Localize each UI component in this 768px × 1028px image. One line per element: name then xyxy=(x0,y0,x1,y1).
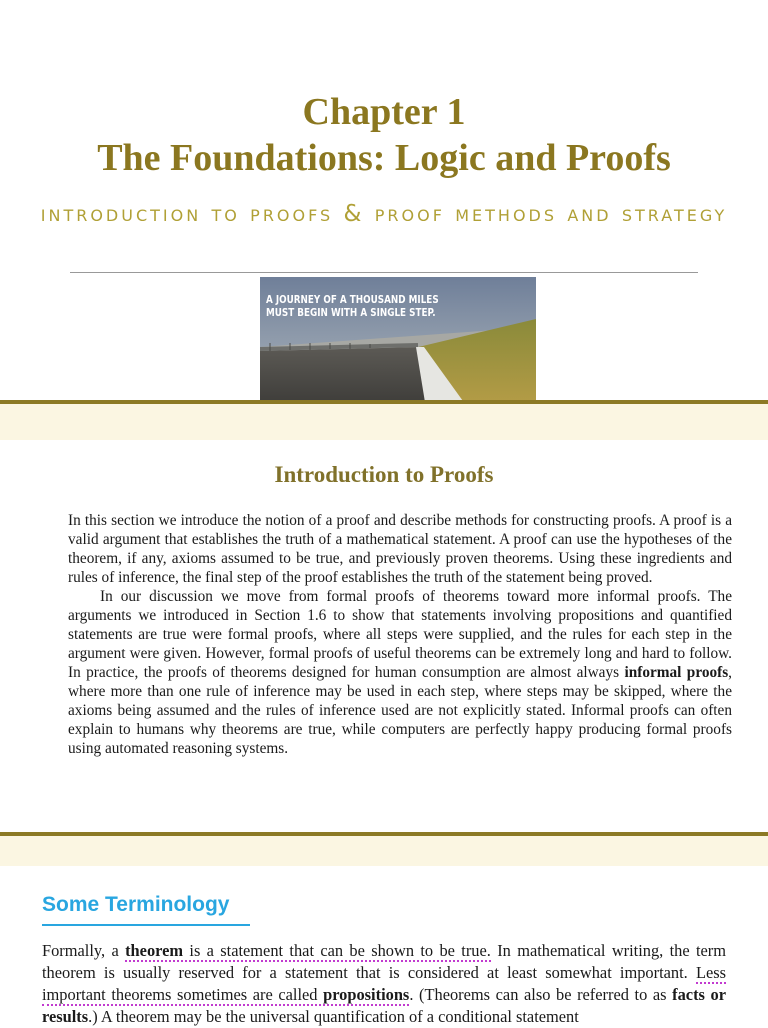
quote-line-2: MUST BEGIN WITH A SINGLE STEP. xyxy=(266,306,436,319)
terminology-paragraph xyxy=(42,940,726,1028)
quote-overlay xyxy=(266,293,439,319)
terminology-title: Some Terminology xyxy=(42,893,230,916)
paragraph-2-text-a: In our discussion we move from formal proofs of theorems toward more informal proofs. The arguments we introduced in Section 1.6 to show that statements involving propositions and quantified statements are true were formal proofs, where all steps were supplied, and the rules for each step in the argument were given. However, formal proofs of useful theorems can be extremely long and hard to follow. In practice, the proofs of theorems designed for human consumption are almost always xyxy=(68,588,732,681)
propositions-term: propositions xyxy=(323,985,410,1004)
chapter-subtitle: introduction to proofs & proof methods and strategy xyxy=(40,201,728,227)
propositions-lead-text: Less important theorems sometimes are called xyxy=(42,963,726,1004)
term-text: In mathematical writing, the term theorem is usually reserved for a statement that is considered at least somewhat important. xyxy=(42,941,726,982)
theorem-term: theorem xyxy=(125,941,184,960)
slide-separator-rule xyxy=(0,832,768,836)
chapter-number: Chapter 1 xyxy=(302,91,466,133)
section-title: Introduction to Proofs xyxy=(274,462,494,487)
informal-proofs-term: informal proofs xyxy=(624,664,729,681)
term-text: Formally, a xyxy=(42,941,126,960)
intro-paragraphs xyxy=(68,511,732,758)
chapter-title: The Foundations: Logic and Proofs xyxy=(97,137,671,179)
term-text: .) A theorem may be the universal quantification of a conditional statement xyxy=(88,1007,579,1026)
paragraph-2 xyxy=(68,587,732,758)
terminology-title-underline xyxy=(42,924,250,926)
slide-separator xyxy=(0,402,768,440)
paragraph-2-text-b: , where more than one rule of inference may be used in each step, where steps may be skipped, where the axioms being assumed and the rules of inference used are not explicitly stated. Informal proofs can often explain to humans why theorems are true, while computers are perfectly happy producing formal proofs using automated reasoning systems. xyxy=(68,664,732,757)
theorem-definition-text: is a statement that can be shown to be true. xyxy=(183,941,491,960)
divider xyxy=(70,272,698,273)
term-text: (Theorems can also be referred to as xyxy=(413,985,673,1004)
term-text: . xyxy=(409,985,414,1004)
facts-results-term: facts or results xyxy=(42,985,726,1026)
slide-separator-rule xyxy=(0,400,768,404)
quote-line-1: A JOURNEY OF A THOUSAND MILES xyxy=(266,293,439,306)
slide-separator xyxy=(0,834,768,866)
paragraph-1: In this section we introduce the notion of a proof and describe methods for constructing proofs. A proof is a valid argument that establishes the truth of a mathematical statement. A proof can use the hypotheses of the theorem, if any, axioms assumed to be true, and previously proven theorems. Using these ingredients and rules of inference, the final step of the proof establishes the truth of the statement being proved. xyxy=(68,512,732,586)
theorem-definition-link[interactable] xyxy=(125,941,491,962)
